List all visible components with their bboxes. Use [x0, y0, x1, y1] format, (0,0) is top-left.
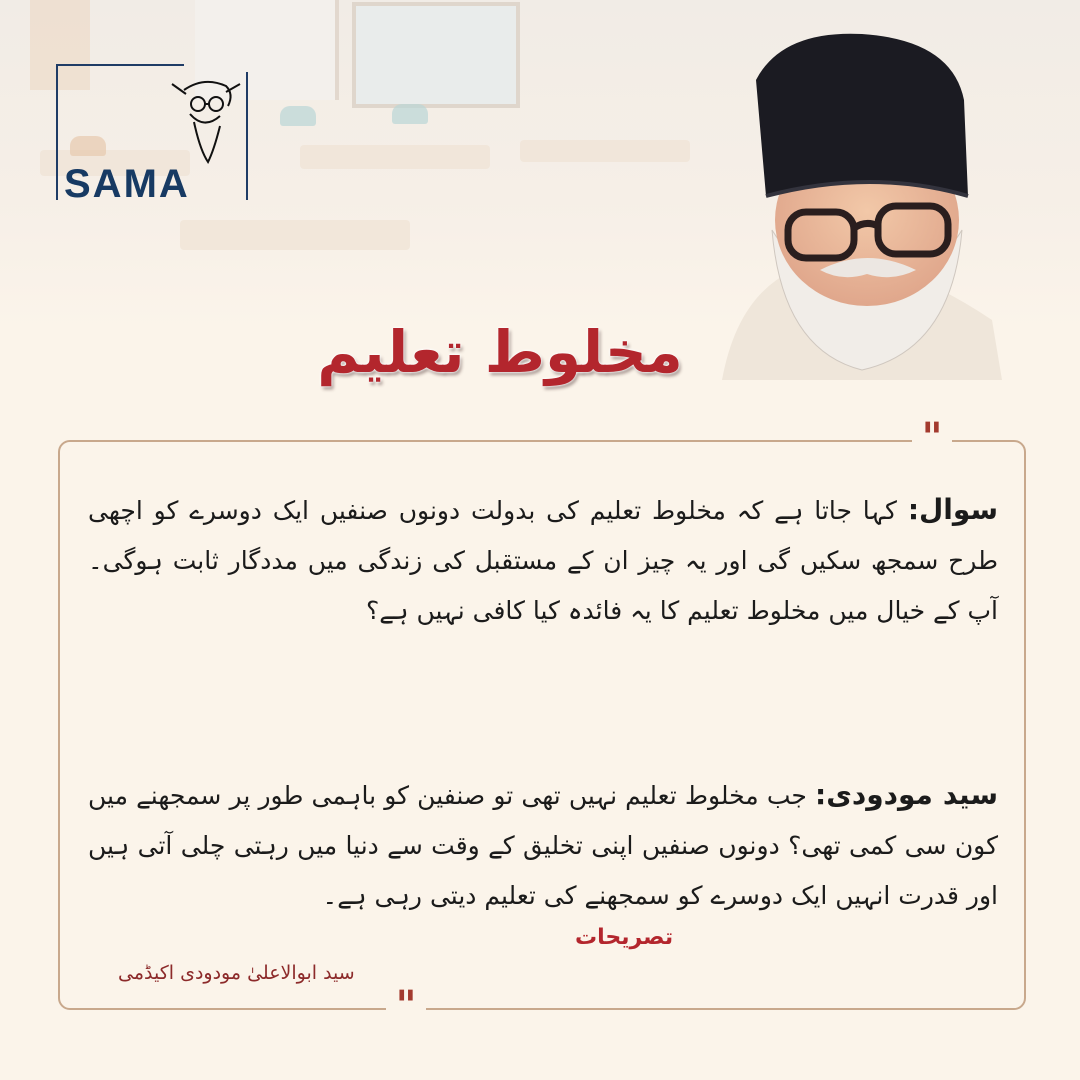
chair — [280, 106, 316, 126]
page-title: مخلوط تعلیم — [317, 318, 683, 386]
desk — [300, 145, 490, 169]
logo-frame-top — [56, 64, 184, 66]
caricature-icon — [164, 70, 244, 166]
desk — [180, 220, 410, 250]
desk — [520, 140, 690, 162]
logo-frame-left — [56, 64, 58, 200]
source-reference: تصریحات — [575, 925, 674, 950]
question-text: کہا جاتا ہے کہ مخلوط تعلیم کی بدولت دونوں صنفیں ایک دوسرے کو اچھی طرح سمجھ سکیں گی اور یہ چیز ان کے مستقبل کی زندگی میں مددگار ثابت ہوگی۔ آپ کے خیال میں مخلوط تعلیم کا یہ فائدہ کیا کافی نہیں ہے؟ — [88, 496, 998, 625]
whiteboard — [352, 2, 520, 108]
answer-text: جب مخلوط تعلیم نہیں تھی تو صنفین کو باہمی طور پر سمجھنے میں کون سی کمی تھی؟ دونوں صنفیں اپنی تخلیق کے وقت سے دنیا میں رہتی چلی آتی ہیں اور قدرت انہیں ایک دوسرے کو سمجھنے کی تعلیم دیتی رہی ہے۔ — [88, 781, 998, 910]
quote-mark-bottom: " — [386, 986, 426, 1026]
quote-mark-top: " — [912, 418, 952, 458]
sama-logo — [56, 64, 248, 206]
chair — [392, 104, 428, 124]
academy-credit: سید ابوالاعلیٰ مودودی اکیڈمی — [118, 962, 355, 984]
portrait-illustration — [702, 20, 1002, 380]
answer-paragraph — [88, 770, 998, 921]
question-label: سوال: — [907, 493, 998, 526]
logo-frame-right — [246, 72, 248, 200]
answer-label: سید مودودی: — [815, 778, 998, 811]
question-paragraph — [88, 485, 998, 636]
logo-text: SAMA — [64, 162, 190, 206]
